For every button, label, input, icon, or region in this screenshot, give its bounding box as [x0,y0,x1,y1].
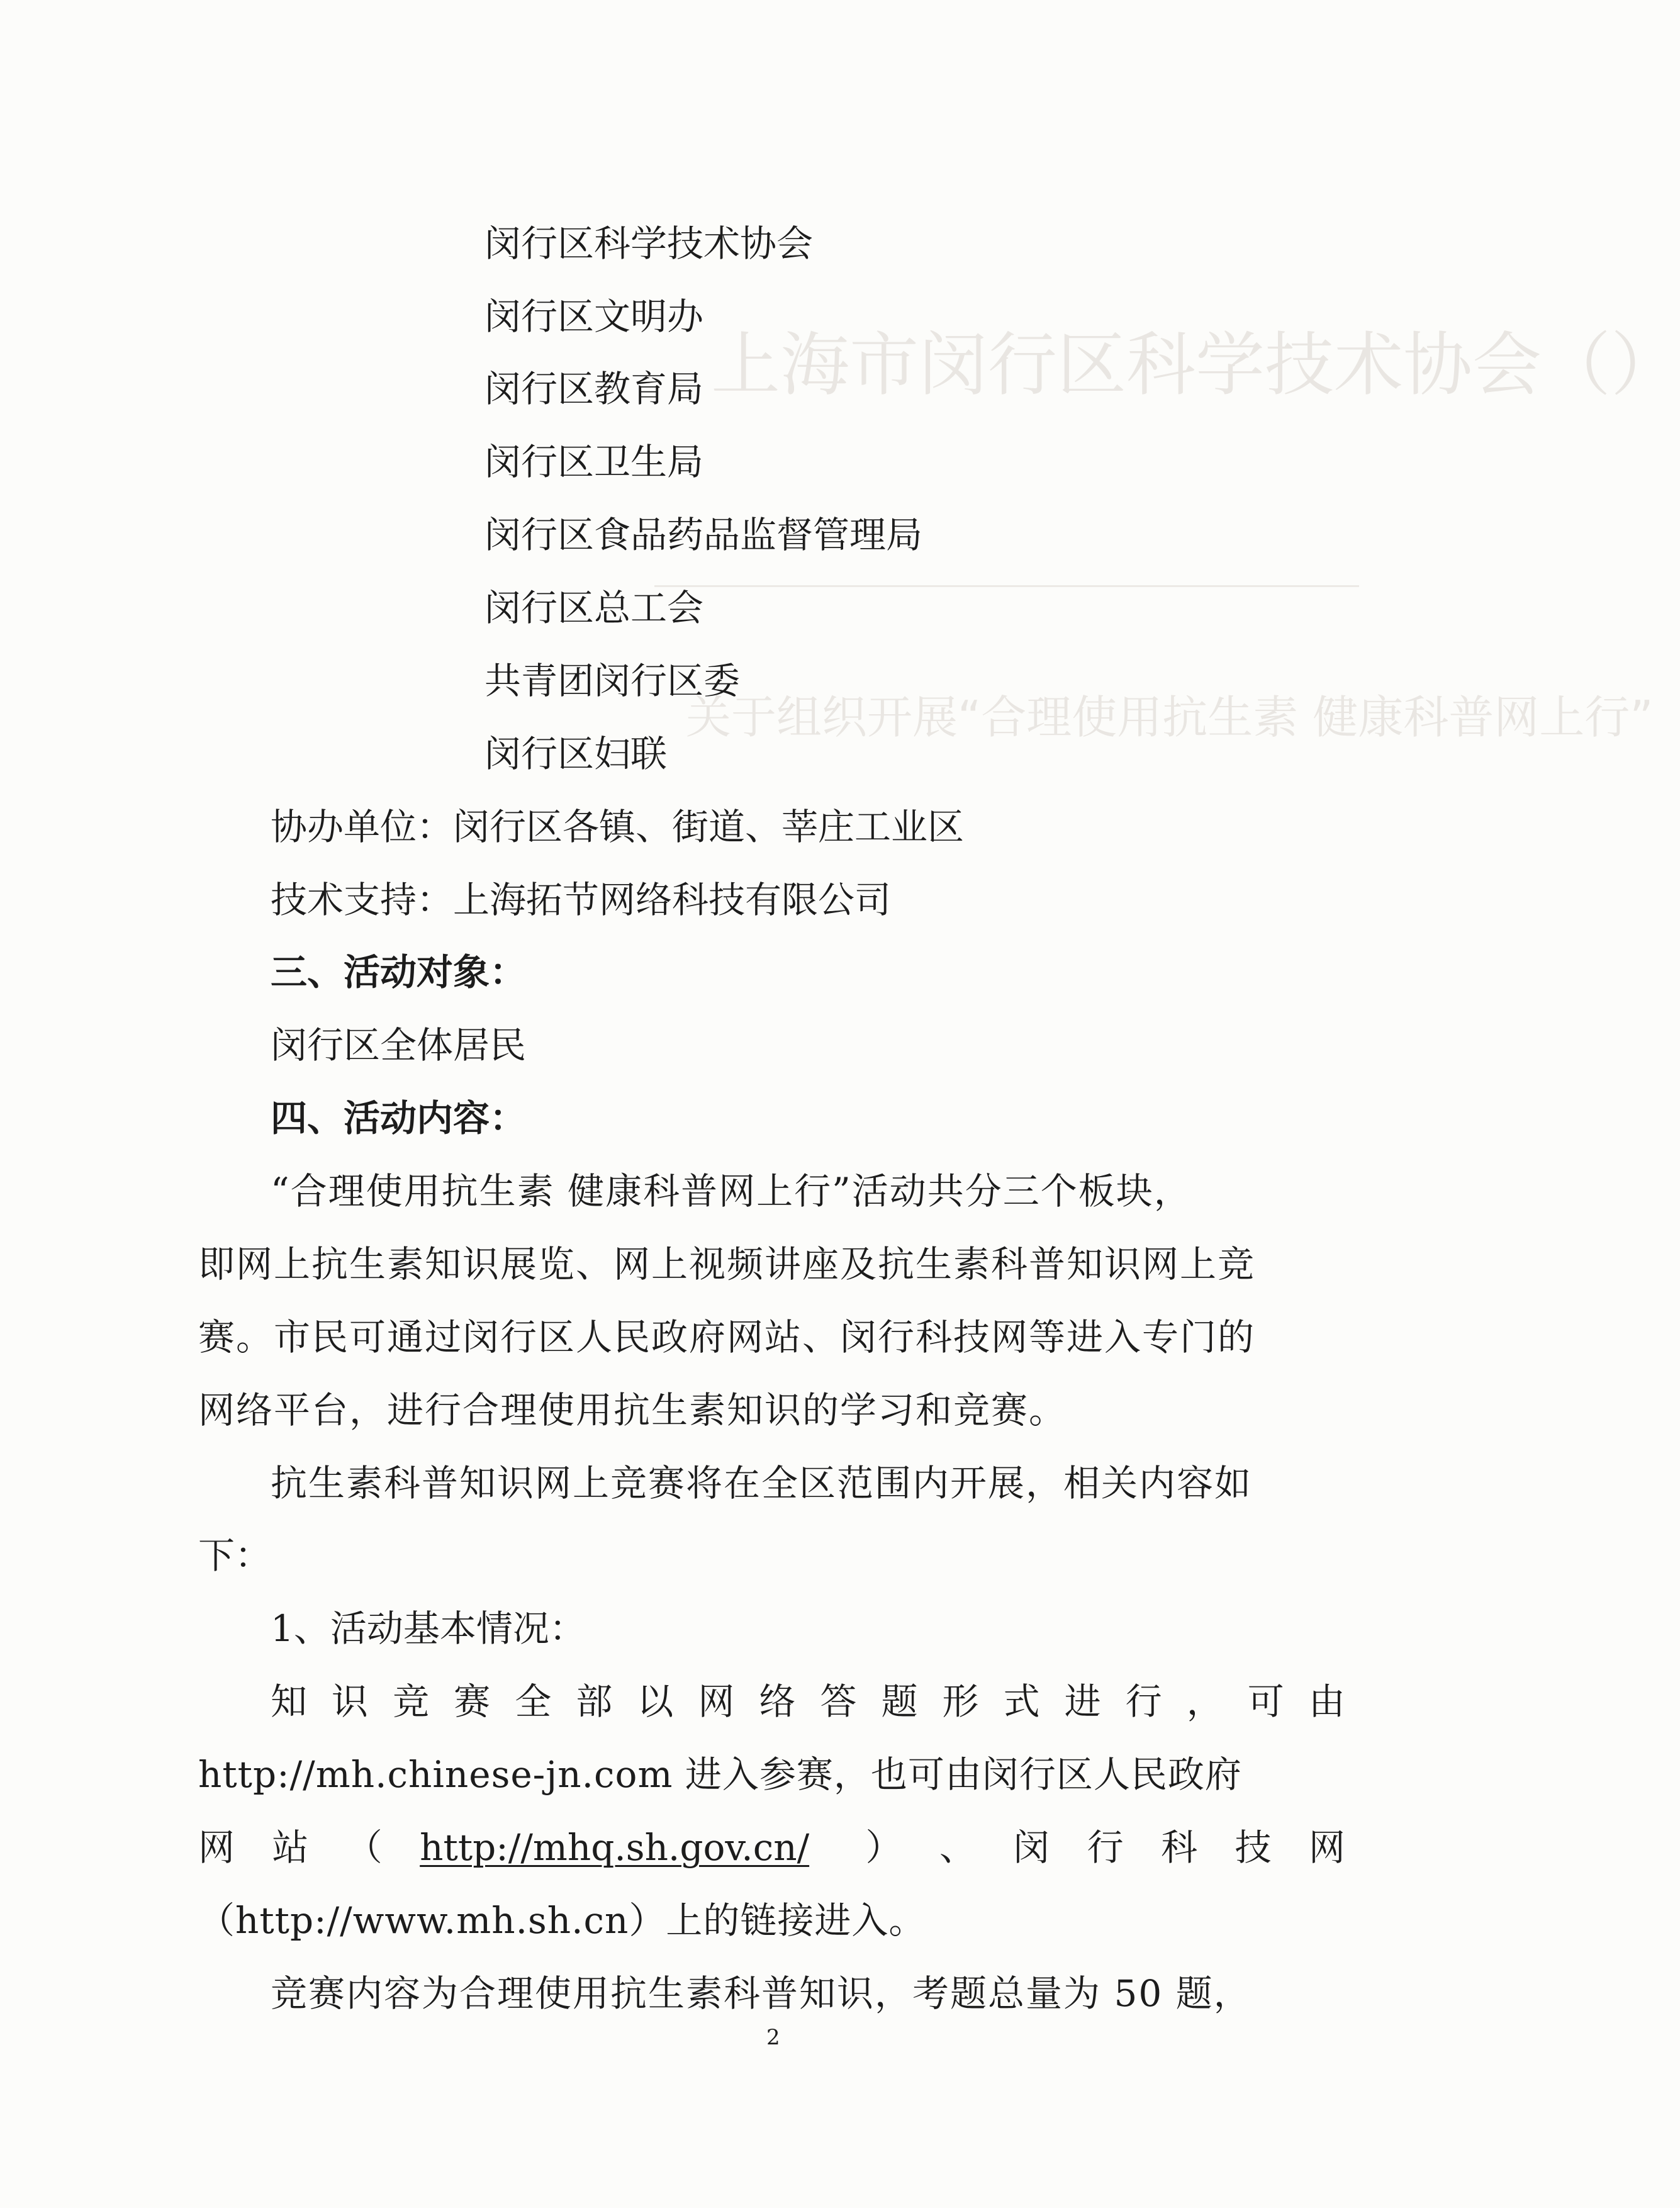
char: 部 [576,1680,613,1723]
organizer-item: 闵行区食品药品监督管理局 [484,513,923,556]
bleed-through-shadow: 关于组织开展“合理使用抗生素 健康科普网上行” [686,691,1654,744]
char: 网 [1308,1826,1345,1869]
char: 识 [332,1680,369,1723]
organizer-item: 闵行区妇联 [484,732,668,775]
paragraph-line: 即网上抗生素知识展览、网上视频讲座及抗生素科普知识网上竞 [198,1243,1256,1286]
char: 行 [1087,1826,1124,1869]
char: 络 [759,1680,796,1723]
paragraph-line: http://mh.chinese-jn.com 进入参赛，也可由闵行区人民政府 [198,1753,1242,1796]
char: ， [1186,1680,1223,1723]
co-organizer: 协办单位：闵行区各镇、街道、莘庄工业区 [271,805,965,848]
char: 题 [881,1680,918,1723]
char: 网 [698,1680,735,1723]
paragraph-line: 抗生素科普知识网上竞赛将在全区范围内开展，相关内容如 [271,1462,1253,1505]
organizer-item: 共青团闵行区委 [484,659,741,702]
paragraph-line: 赛。市民可通过闵行区人民政府网站、闵行科技网等进入专门的 [198,1316,1256,1359]
char: 网 [198,1826,235,1869]
char: 行 [1125,1680,1162,1723]
organizer-item: 闵行区教育局 [484,367,704,410]
char: 闵 [1013,1826,1050,1869]
tech-support: 技术支持：上海拓节网络科技有限公司 [271,878,892,921]
page-number: 2 [766,2025,780,2050]
char: 技 [1235,1826,1272,1869]
paragraph-line: “合理使用抗生素 健康科普网上行”活动共分三个板块， [271,1170,1192,1213]
char: （ [345,1826,383,1869]
char: 答 [820,1680,857,1723]
organizer-item: 闵行区总工会 [484,586,704,629]
char: ） [865,1826,902,1869]
paragraph-line: 竞赛内容为合理使用抗生素科普知识，考题总量为 50 题， [271,1972,1252,2015]
char: 、 [939,1826,976,1869]
section-heading: 四、活动内容： [271,1097,527,1140]
char: 科 [1161,1826,1198,1869]
char: 进 [1064,1680,1101,1723]
paragraph-line: （http://www.mh.sh.cn）上的链接进入。 [198,1899,926,1942]
char: 由 [1308,1680,1345,1723]
organizer-item: 闵行区文明办 [484,295,704,338]
char: 形 [942,1680,979,1723]
organizer-item: 闵行区科学技术协会 [484,222,814,265]
char: 站 [272,1826,309,1869]
char: 全 [515,1680,552,1723]
bleed-through-shadow: 上海市闵行区科学技术协会（） [711,325,1680,405]
organizer-item: 闵行区卫生局 [484,440,704,483]
government-site-link[interactable]: http://mhq.sh.gov.cn/ [420,1826,810,1869]
char: 知 [271,1680,308,1723]
list-item-heading: 1、活动基本情况： [271,1607,586,1650]
paragraph-line: 下： [198,1534,272,1577]
char: 赛 [454,1680,491,1723]
char: 可 [1247,1680,1284,1723]
justified-line [198,1822,1345,1873]
paragraph-line: 网络平台，进行合理使用抗生素知识的学习和竞赛。 [198,1389,1067,1432]
bleed-through-rule [654,585,1359,587]
justified-line [271,1676,1345,1727]
section-heading: 三、活动对象： [271,951,527,994]
char: 以 [637,1680,674,1723]
char: 式 [1003,1680,1040,1723]
char: 竞 [393,1680,430,1723]
section-body: 闵行区全体居民 [271,1024,527,1067]
